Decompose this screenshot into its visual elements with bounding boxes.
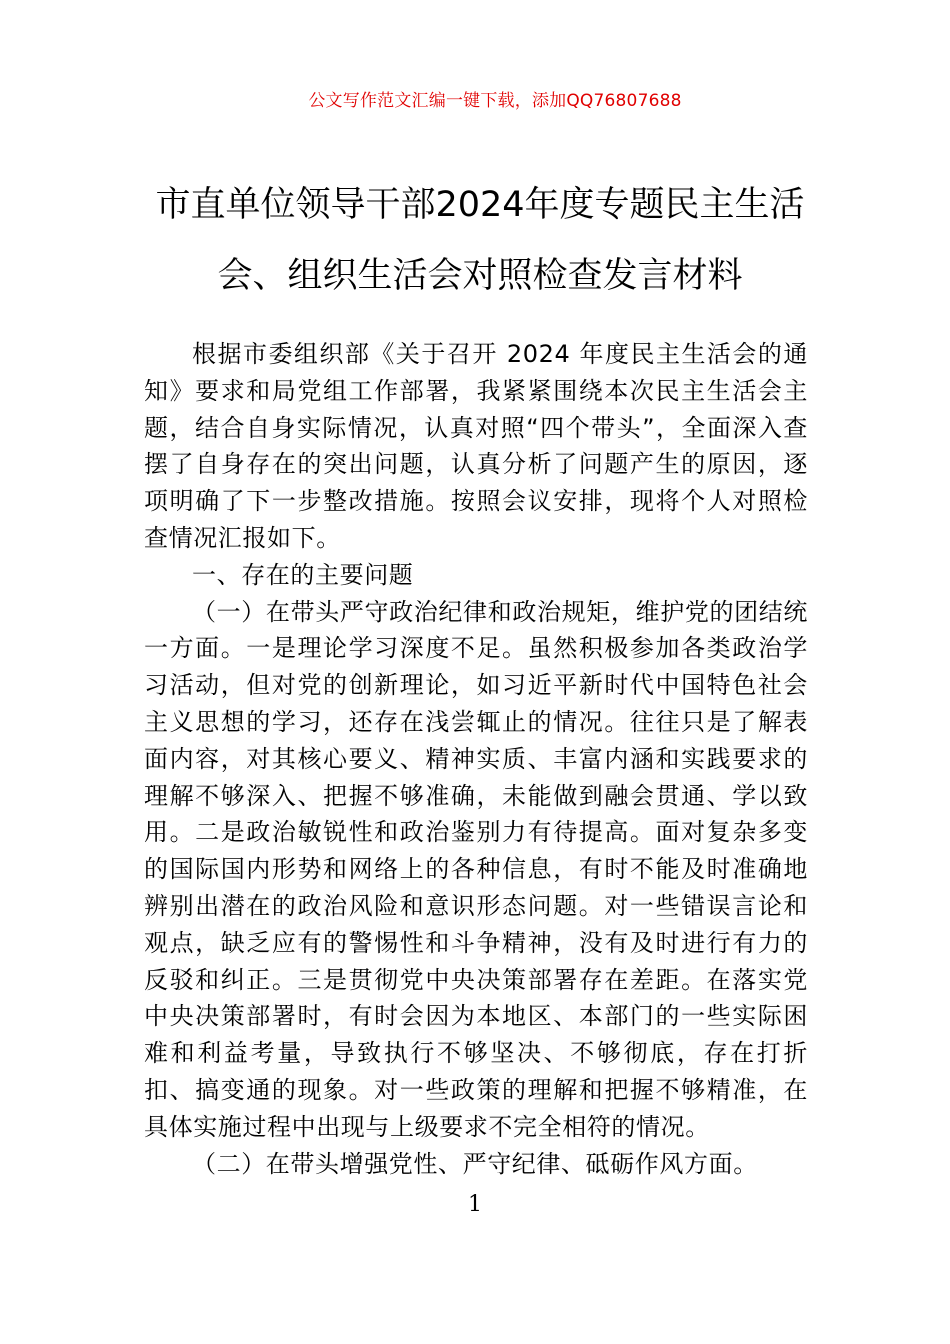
section-heading: 一、存在的主要问题	[192, 560, 414, 589]
title-line-2: 会、组织生活会对照检查发言材料	[217, 256, 743, 296]
download-promo-note: 公文写作范文汇编一键下载，添加QQ76807688	[308, 91, 682, 111]
document-body	[144, 336, 808, 1182]
page-number: 1	[468, 1192, 482, 1217]
document-title	[140, 170, 820, 312]
subsection-paragraph: （一）在带头严守政治纪律和政治规矩，维护党的团结统一方面。一是理论学习深度不足。虽然积极参加各类政治学习活动，但对党的创新理论，如习近平新时代中国特色社会主义思想的学习，还存在浅尝辄止的情况。往往只是了解表面内容，对其核心要义、精神实质、丰富内涵和实践要求的理解不够深入、把握不够准确，未能做到融会贯通、学以致用。二是政治敏锐性和政治鉴别力有待提高。面对复杂多变的国际国内形势和网络上的各种信息，有时不能及时准确地辨别出潜在的政治风险和意识形态问题。对一些错误言论和观点，缺乏应有的警惕性和斗争精神，没有及时进行有力的反驳和纠正。三是贯彻党中央决策部署存在差距。在落实党中央决策部署时，有时会因为本地区、本部门的一些实际困难和利益考量，导致执行不够坚决、不够彻底，存在打折扣、搞变通的现象。对一些政策的理解和把握不够精准，在具体实施过程中出现与上级要求不完全相符的情况。	[144, 597, 808, 1141]
subsection-paragraph: （二）在带头增强党性、严守纪律、砥砺作风方面。	[192, 1149, 758, 1178]
title-line-1: 市直单位领导干部2024年度专题民主生活	[155, 185, 805, 225]
intro-paragraph: 根据市委组织部《关于召开 2024 年度民主生活会的通知》要求和局党组工作部署，我紧紧围绕本次民主生活会主题，结合自身实际情况，认真对照“四个带头”，全面深入查摆了自身存在的突出问题，认真分析了问题产生的原因，逐项明确了下一步整改措施。按照会议安排，现将个人对照检查情况汇报如下。	[144, 340, 808, 552]
